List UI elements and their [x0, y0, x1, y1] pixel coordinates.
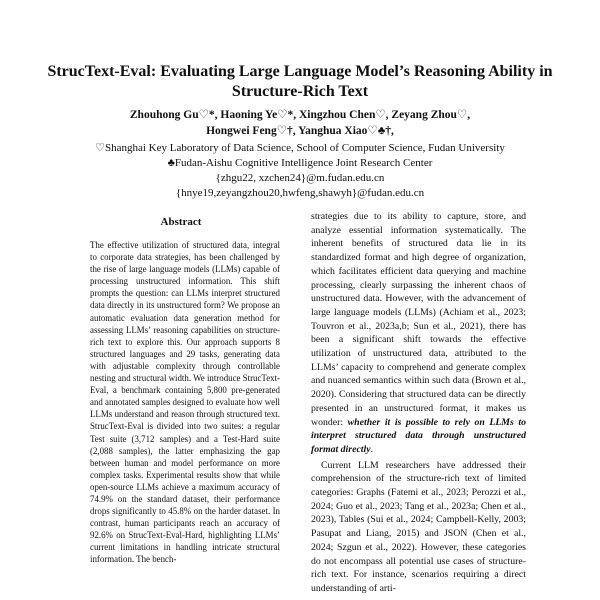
body-paragraph-1 [311, 210, 526, 457]
affiliation-1: ♡Shanghai Key Laboratory of Data Science, School of Computer Science, Fudan University [95, 142, 505, 154]
affiliations [40, 141, 560, 201]
title-line-2: Structure-Rich Text [231, 83, 369, 100]
body-column [311, 210, 526, 596]
body-paragraph-2: Current LLM researchers have addressed their comprehension of the structure-rich text of limited categories: Graphs (Fatemi et al., 2023; Perozzi et al., 2024; Guo et al., 2023; Tang et al., 2023a; Chen et al., 2023), Tables (Sui et al., 2024; Campbell-Kelly, 2003; Pasupat and Liang, 2015) and JSON (Chen et al., 2024; Szgun et al., 2022). However, these categories do not encompass all potential use cases of structure-rich text. For instance, scenarios requiring a direct understanding of arti- [311, 459, 526, 594]
abstract-heading: Abstract [160, 216, 202, 228]
title-line-1: StrucText-Eval: Evaluating Large Language Model’s Reasoning Ability in [47, 63, 553, 80]
para1-end: . [370, 443, 374, 455]
paper-title [40, 62, 560, 102]
author-list [60, 107, 540, 139]
authors-line-2: Hongwei Feng♡†, Yanghua Xiao♡♣†, [206, 125, 394, 137]
abstract-text: The effective utilization of structured data, integral to corporate data strategies, has been challenged by the rise of large language models (LLMs) capable of processing unstructured information. This shift prompts the question: can LLMs interpret structured data directly in its unstructured form? We propose an automatic evaluation data generation method for assessing LLMs’ reasoning capabilities on structure-rich text to explore this. Our approach supports 8 structured languages and 29 tasks, generating data with adjustable complexity through controllable nesting and structural width. We introduce StrucText-Eval, a benchmark containing 5,800 pre-generated and annotated samples designed to evaluate how well LLMs understand and reason through structured text. StrucText-Eval is divided into two suites: a regular Test suite (3,712 samples) and a Test-Hard suite (2,088 samples), the latter emphasizing the gap between human and model performance on more complex tasks. Experimental results show that while open-source LLMs achieve a maximum accuracy of 74.9% on the standard dataset, their performance drops significantly to 45.8% on the harder dataset. In contrast, human participants reach an accuracy of 92.6% on StrucText-Eval-Hard, highlighting LLMs’ current limitations in handling intricate structural information. The bench- [90, 240, 281, 565]
authors-line-1: Zhouhong Gu♡*, Haoning Ye♡*, Xingzhou Chen♡, Zeyang Zhou♡, [129, 109, 471, 121]
para1-emphasis: whether it is possible to rely on LLMs to interpret structured data through unstructured format directly [311, 416, 526, 455]
email-2: {hnye19,zeyangzhou20,hwfeng,shawyh}@fudan.edu.cn [175, 187, 425, 199]
email-1: {zhgu22, xzchen24}@m.fudan.edu.cn [215, 172, 385, 184]
para1-text: strategies due to its ability to capture, store, and analyze essential information systematically. The inherent benefits of structured data lie in its standardized format and high degree of organization, which facilitates efficient data querying and machine processing, clearly surpassing the inherent chaos of unstructured data. However, with the advancement of large language models (LLMs) (Achiam et al., 2023; Touvron et al., 2023a,b; Sun et al., 2021), there has been a significant shift towards the effective utilization of unstructured data, attributed to the LLMs’ capacity to comprehend and generate complex and nuanced semantics within such data (Brown et al., 2020). Considering that structured data can be directly presented in an unstructured format, it makes us wonder: [311, 211, 526, 428]
affiliation-2: ♣Fudan-Aishu Cognitive Intelligence Joint Research Center [167, 157, 433, 169]
